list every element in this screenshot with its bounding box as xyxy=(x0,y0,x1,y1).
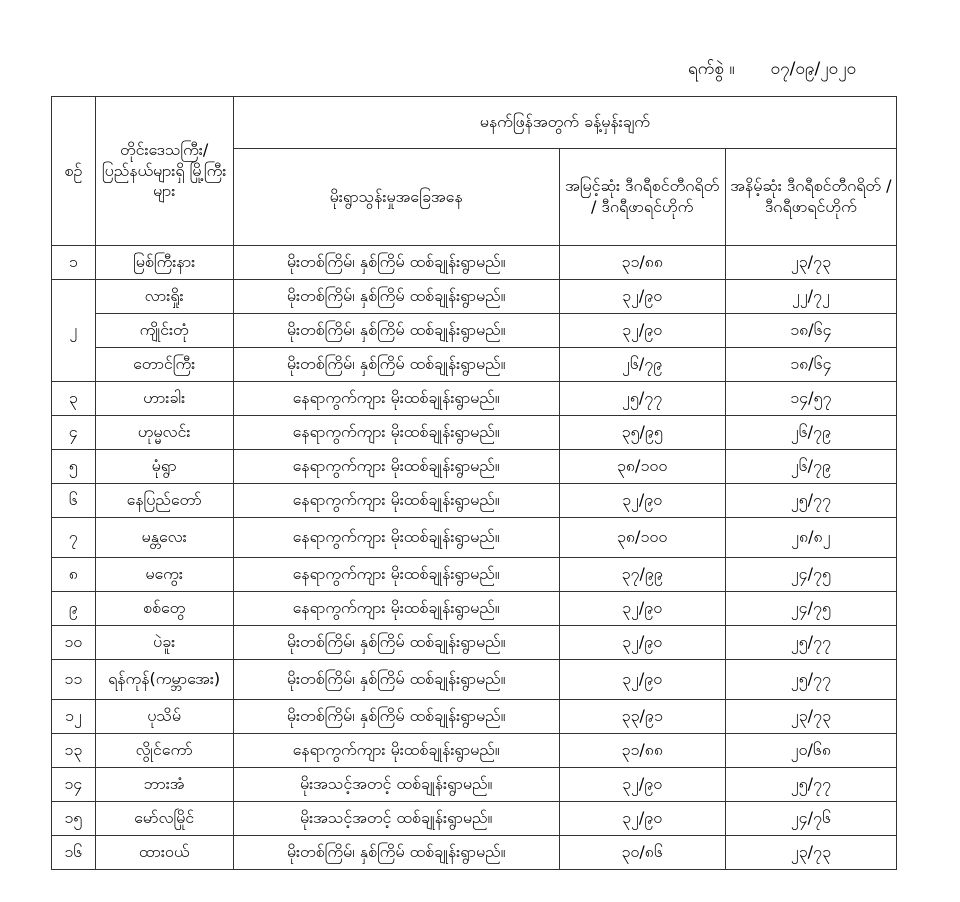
table-row xyxy=(52,246,897,280)
cell-min: ၂၃/၇၃ xyxy=(725,246,896,280)
cell-city: မုံရွာ xyxy=(95,450,233,484)
cell-city: ကျိုင်းတုံ xyxy=(95,314,233,348)
table-row xyxy=(52,700,897,734)
cell-max: ၃၅/၉၅ xyxy=(559,416,725,450)
cell-city: ထားဝယ် xyxy=(95,836,233,870)
date-value: ၀၇/၀၉/၂၀၂၀ xyxy=(770,59,856,79)
table-row xyxy=(52,626,897,660)
cell-city: လားရှိုး xyxy=(95,280,233,314)
cell-city: ဟုမ္မလင်း xyxy=(95,416,233,450)
cell-city: လွိုင်ကော် xyxy=(95,734,233,768)
cell-city: ပဲခူး xyxy=(95,626,233,660)
table-row xyxy=(52,802,897,836)
cell-weather: မိုးတစ်ကြိမ်၊ နှစ်ကြိမ် ထစ်ချုန်းရွာမည်။ xyxy=(233,314,559,348)
cell-no: ၁၆ xyxy=(52,836,96,870)
cell-max: ၃၁/၈၈ xyxy=(559,734,725,768)
forecast-table xyxy=(51,96,897,870)
cell-max: ၃၂/၉၀ xyxy=(559,660,725,700)
cell-no: ၁၁ xyxy=(52,660,96,700)
date-label: ရက်စွဲ ။ xyxy=(687,59,735,79)
table-row xyxy=(52,484,897,518)
cell-min: ၂၅/၇၇ xyxy=(725,626,896,660)
cell-min: ၂၅/၇၇ xyxy=(725,660,896,700)
col-header-no: စဉ် xyxy=(52,97,96,246)
cell-min: ၁၈/၆၄ xyxy=(725,314,896,348)
cell-weather: မိုးတစ်ကြိမ်၊ နှစ်ကြိမ် ထစ်ချုန်းရွာမည်။ xyxy=(233,700,559,734)
table-row xyxy=(52,660,897,700)
cell-weather: မိုးတစ်ကြိမ်၊ နှစ်ကြိမ် ထစ်ချုန်းရွာမည်။ xyxy=(233,348,559,382)
cell-min: ၂၆/၇၉ xyxy=(725,416,896,450)
cell-weather: နေရာကွက်ကျား မိုးထစ်ချုန်းရွာမည်။ xyxy=(233,592,559,626)
table-row xyxy=(52,450,897,484)
cell-city: ပုသိမ် xyxy=(95,700,233,734)
cell-city: စစ်တွေ xyxy=(95,592,233,626)
cell-no: ၆ xyxy=(52,484,96,518)
cell-min: ၁၄/၅၇ xyxy=(725,382,896,416)
cell-no: ၄ xyxy=(52,416,96,450)
cell-city: တောင်ကြီး xyxy=(95,348,233,382)
cell-no: ၈ xyxy=(52,558,96,592)
cell-max: ၃၂/၉၀ xyxy=(559,592,725,626)
table-row xyxy=(52,280,897,314)
cell-max: ၃၃/၉၁ xyxy=(559,700,725,734)
cell-min: ၂၅/၇၇ xyxy=(725,768,896,802)
cell-weather: နေရာကွက်ကျား မိုးထစ်ချုန်းရွာမည်။ xyxy=(233,450,559,484)
cell-max: ၃၂/၉၀ xyxy=(559,802,725,836)
col-header-max: အမြင့်ဆုံး ဒီဂရီစင်တီဂရိတ် / ဒီဂရီဖာရင်ဟိုက် xyxy=(559,149,725,246)
cell-min: ၂၀/၆၈ xyxy=(725,734,896,768)
cell-city: ဟားခါး xyxy=(95,382,233,416)
cell-max: ၂၅/၇၇ xyxy=(559,382,725,416)
cell-weather: မိုးတစ်ကြိမ်၊ နှစ်ကြိမ် ထစ်ချုန်းရွာမည်။ xyxy=(233,280,559,314)
cell-weather: နေရာကွက်ကျား မိုးထစ်ချုန်းရွာမည်။ xyxy=(233,558,559,592)
cell-no: ၇ xyxy=(52,518,96,558)
cell-min: ၂၂/၇၂ xyxy=(725,280,896,314)
table-row xyxy=(52,314,897,348)
cell-min: ၂၆/၇၉ xyxy=(725,450,896,484)
cell-weather: နေရာကွက်ကျား မိုးထစ်ချုန်းရွာမည်။ xyxy=(233,484,559,518)
col-header-weather: မိုးရွာသွန်းမှုအခြေအနေ xyxy=(233,149,559,246)
cell-min: ၂၄/၇၆ xyxy=(725,802,896,836)
cell-city: မော်လမြိုင် xyxy=(95,802,233,836)
table-row xyxy=(52,734,897,768)
cell-city: မန္တလေး xyxy=(95,518,233,558)
cell-no: ၅ xyxy=(52,450,96,484)
cell-no: ၁၀ xyxy=(52,626,96,660)
cell-city: နေပြည်တော် xyxy=(95,484,233,518)
cell-city: ရန်ကုန်(ကမ္ဘာအေး) xyxy=(95,660,233,700)
col-header-min: အနိမ့်ဆုံး ဒီဂရီစင်တီဂရိတ် / ဒီဂရီဖာရင်ဟိုက် xyxy=(725,149,896,246)
table-row xyxy=(52,836,897,870)
cell-max: ၃၂/၉၀ xyxy=(559,280,725,314)
cell-city: ဘားအံ xyxy=(95,768,233,802)
cell-no: ၁၅ xyxy=(52,802,96,836)
cell-weather: မိုးအသင့်အတင့် ထစ်ချုန်းရွာမည်။ xyxy=(233,802,559,836)
cell-no: ၁ xyxy=(52,246,96,280)
cell-no: ၃ xyxy=(52,382,96,416)
cell-min: ၂၄/၇၅ xyxy=(725,592,896,626)
cell-max: ၃၈/၁၀၀ xyxy=(559,518,725,558)
cell-no: ၁၄ xyxy=(52,768,96,802)
table-row xyxy=(52,558,897,592)
cell-no: ၁၃ xyxy=(52,734,96,768)
cell-weather: နေရာကွက်ကျား မိုးထစ်ချုန်းရွာမည်။ xyxy=(233,416,559,450)
cell-max: ၃၂/၉၀ xyxy=(559,484,725,518)
cell-max: ၃၂/၉၀ xyxy=(559,314,725,348)
table-row xyxy=(52,518,897,558)
cell-no: ၁၂ xyxy=(52,700,96,734)
cell-max: ၃၂/၉၀ xyxy=(559,626,725,660)
cell-weather: မိုးတစ်ကြိမ်၊ နှစ်ကြိမ် ထစ်ချုန်းရွာမည်။ xyxy=(233,626,559,660)
cell-max: ၃၀/၈၆ xyxy=(559,836,725,870)
cell-max: ၂၆/၇၉ xyxy=(559,348,725,382)
cell-min: ၂၃/၇၃ xyxy=(725,836,896,870)
col-header-forecast: မနက်ဖြန်အတွက် ခန့်မှန်းချက် xyxy=(233,97,896,149)
cell-weather: နေရာကွက်ကျား မိုးထစ်ချုန်းရွာမည်။ xyxy=(233,518,559,558)
cell-max: ၃၇/၉၉ xyxy=(559,558,725,592)
cell-weather: နေရာကွက်ကျား မိုးထစ်ချုန်းရွာမည်။ xyxy=(233,382,559,416)
date-line xyxy=(688,58,856,83)
cell-weather: မိုးတစ်ကြိမ်၊ နှစ်ကြိမ် ထစ်ချုန်းရွာမည်။ xyxy=(233,836,559,870)
cell-weather: နေရာကွက်ကျား မိုးထစ်ချုန်းရွာမည်။ xyxy=(233,734,559,768)
cell-min: ၂၈/၈၂ xyxy=(725,518,896,558)
table-row xyxy=(52,348,897,382)
cell-min: ၁၈/၆၄ xyxy=(725,348,896,382)
table-row xyxy=(52,592,897,626)
cell-no: ၉ xyxy=(52,592,96,626)
cell-weather: မိုးအသင့်အတင့် ထစ်ချုန်းရွာမည်။ xyxy=(233,768,559,802)
cell-max: ၃၈/၁၀၀ xyxy=(559,450,725,484)
cell-weather: မိုးတစ်ကြိမ်၊ နှစ်ကြိမ် ထစ်ချုန်းရွာမည်။ xyxy=(233,246,559,280)
table-row xyxy=(52,416,897,450)
cell-min: ၂၅/၇၇ xyxy=(725,484,896,518)
cell-max: ၃၂/၉၀ xyxy=(559,768,725,802)
cell-min: ၂၄/၇၅ xyxy=(725,558,896,592)
cell-min: ၂၃/၇၃ xyxy=(725,700,896,734)
cell-no: ၂ xyxy=(52,280,96,382)
cell-weather: မိုးတစ်ကြိမ်၊ နှစ်ကြိမ် ထစ်ချုန်းရွာမည်။ xyxy=(233,660,559,700)
cell-city: မကွေး xyxy=(95,558,233,592)
cell-max: ၃၁/၈၈ xyxy=(559,246,725,280)
col-header-region: တိုင်းဒေသကြီး/ ပြည်နယ်များရှိ မြို့ကြီးများ xyxy=(95,97,233,246)
table-row xyxy=(52,382,897,416)
cell-city: မြစ်ကြီးနား xyxy=(95,246,233,280)
table-row xyxy=(52,768,897,802)
